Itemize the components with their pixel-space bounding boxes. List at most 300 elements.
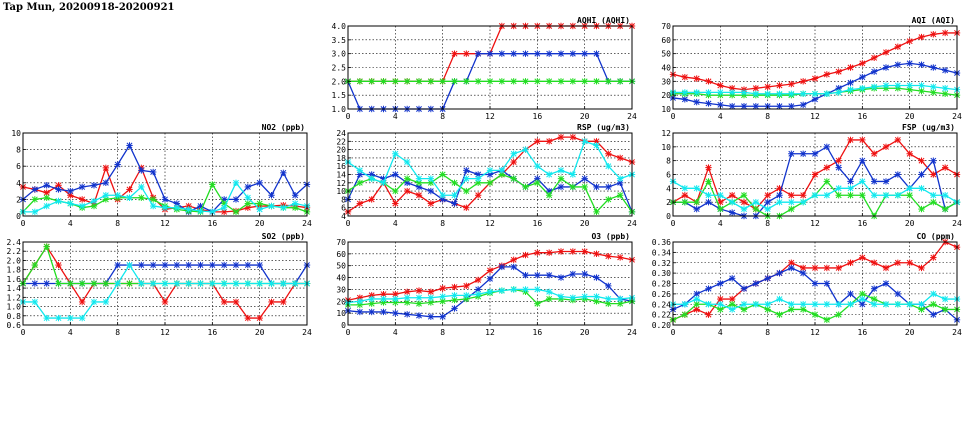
x-tick-label: 12 <box>485 328 495 337</box>
data-point-red <box>233 299 239 305</box>
data-point-green <box>404 78 410 84</box>
chart-aqi <box>661 16 962 121</box>
data-point-red <box>581 248 587 254</box>
y-tick-label: 0 <box>341 321 346 330</box>
data-point-cyan <box>150 280 156 286</box>
data-point-blue <box>930 64 936 70</box>
data-point-cyan <box>942 85 948 91</box>
data-point-green <box>439 171 445 177</box>
data-point-red <box>593 251 599 257</box>
y-tick-label: 60 <box>661 35 671 45</box>
data-point-cyan <box>788 301 794 307</box>
data-point-green <box>824 178 830 184</box>
data-point-green <box>475 78 481 84</box>
data-point-cyan <box>682 185 688 191</box>
y-tick-label: 1.0 <box>331 105 346 114</box>
y-tick-label: 2.0 <box>6 256 21 266</box>
y-tick-label: 2.0 <box>331 77 346 87</box>
chart-title: SO2 (ppb) <box>261 232 305 241</box>
y-tick-label: 6 <box>666 170 671 180</box>
data-point-blue <box>776 192 782 198</box>
data-point-cyan <box>245 195 251 201</box>
data-point-blue <box>570 271 576 277</box>
data-point-cyan <box>138 280 144 286</box>
data-point-blue <box>380 309 386 315</box>
data-point-green <box>717 206 723 212</box>
data-point-cyan <box>197 208 203 214</box>
data-point-red <box>895 260 901 266</box>
data-point-red <box>705 78 711 84</box>
data-point-blue <box>558 50 564 56</box>
data-point-blue <box>499 264 505 270</box>
data-point-cyan <box>918 82 924 88</box>
data-point-green <box>79 280 85 286</box>
data-point-red <box>741 199 747 205</box>
data-point-red <box>221 299 227 305</box>
data-point-red <box>776 82 782 88</box>
data-point-green <box>942 306 948 312</box>
data-point-green <box>930 199 936 205</box>
y-tick-label: 20 <box>336 297 346 307</box>
data-point-blue <box>357 309 363 315</box>
data-point-blue <box>835 164 841 170</box>
y-tick-label: 2.2 <box>6 247 21 257</box>
data-point-blue <box>451 200 457 206</box>
data-point-cyan <box>895 192 901 198</box>
data-point-cyan <box>428 295 434 301</box>
data-point-blue <box>546 50 552 56</box>
data-point-blue <box>522 272 528 278</box>
data-point-green <box>43 195 49 201</box>
data-point-cyan <box>475 175 481 181</box>
data-point-blue <box>392 171 398 177</box>
data-point-green <box>847 192 853 198</box>
data-point-red <box>918 34 924 40</box>
data-point-cyan <box>32 209 38 215</box>
data-point-cyan <box>581 138 587 144</box>
data-point-green <box>487 180 493 186</box>
data-point-cyan <box>463 175 469 181</box>
data-point-cyan <box>392 296 398 302</box>
data-point-blue <box>428 188 434 194</box>
data-point-cyan <box>404 159 410 165</box>
data-point-cyan <box>150 203 156 209</box>
x-tick-label: 12 <box>485 219 495 228</box>
y-tick-label: 3.0 <box>331 49 346 59</box>
data-point-blue <box>593 50 599 56</box>
x-tick-label: 20 <box>904 328 915 337</box>
data-point-green <box>682 199 688 205</box>
data-point-red <box>268 299 274 305</box>
data-point-cyan <box>55 315 61 321</box>
data-point-blue <box>292 192 298 198</box>
data-point-blue <box>428 314 434 320</box>
data-point-cyan <box>357 298 363 304</box>
data-point-red <box>682 74 688 80</box>
data-point-blue <box>895 62 901 68</box>
data-point-cyan <box>705 89 711 95</box>
data-point-cyan <box>693 185 699 191</box>
y-tick-label: 0.24 <box>651 300 671 310</box>
y-tick-label: 12 <box>661 129 671 138</box>
data-point-cyan <box>185 206 191 212</box>
y-tick-label: 0.6 <box>6 321 21 330</box>
data-point-red <box>693 75 699 81</box>
data-point-blue <box>114 161 120 167</box>
y-tick-label: 0.22 <box>651 310 671 320</box>
y-tick-label: 10 <box>336 309 346 319</box>
y-tick-label: 8 <box>666 156 671 166</box>
data-point-cyan <box>43 203 49 209</box>
data-point-cyan <box>918 301 924 307</box>
data-point-cyan <box>368 175 374 181</box>
y-tick-label: 10 <box>11 129 21 138</box>
data-point-red <box>871 55 877 61</box>
data-point-blue <box>847 178 853 184</box>
data-point-cyan <box>43 315 49 321</box>
data-point-blue <box>32 280 38 286</box>
data-point-green <box>558 78 564 84</box>
x-tick-label: 4 <box>392 219 398 228</box>
data-point-red <box>705 164 711 170</box>
x-tick-label: 24 <box>952 328 962 337</box>
y-tick-label: 4 <box>341 212 346 221</box>
data-point-cyan <box>91 198 97 204</box>
data-point-blue <box>824 280 830 286</box>
data-point-green <box>91 280 97 286</box>
data-point-cyan <box>268 203 274 209</box>
x-tick-label: 0 <box>345 219 351 228</box>
data-point-blue <box>883 178 889 184</box>
x-tick-label: 16 <box>857 328 868 337</box>
data-point-cyan <box>292 200 298 206</box>
data-point-red <box>824 164 830 170</box>
data-point-cyan <box>256 280 262 286</box>
data-point-red <box>918 265 924 271</box>
y-tick-label: 0.20 <box>651 321 671 330</box>
data-point-blue <box>233 196 239 202</box>
data-point-cyan <box>871 192 877 198</box>
data-point-cyan <box>776 91 782 97</box>
data-point-blue <box>487 50 493 56</box>
data-point-green <box>510 78 516 84</box>
data-point-cyan <box>895 301 901 307</box>
data-point-cyan <box>824 301 830 307</box>
data-point-red <box>800 78 806 84</box>
data-point-cyan <box>79 315 85 321</box>
y-tick-label: 12 <box>336 178 346 188</box>
data-point-red <box>605 253 611 259</box>
data-point-cyan <box>883 82 889 88</box>
data-point-cyan <box>558 167 564 173</box>
data-point-red <box>871 151 877 157</box>
data-point-green <box>357 180 363 186</box>
data-point-cyan <box>55 198 61 204</box>
data-point-green <box>570 78 576 84</box>
data-point-blue <box>693 99 699 105</box>
data-point-green <box>918 88 924 94</box>
x-tick-label: 4 <box>717 219 723 228</box>
data-point-cyan <box>487 167 493 173</box>
data-point-blue <box>593 274 599 280</box>
data-point-blue <box>812 280 818 286</box>
data-point-red <box>788 192 794 198</box>
data-point-blue <box>581 271 587 277</box>
data-point-blue <box>753 280 759 286</box>
data-point-blue <box>392 310 398 316</box>
data-point-red <box>812 171 818 177</box>
data-point-red <box>871 260 877 266</box>
data-point-cyan <box>280 205 286 211</box>
data-point-cyan <box>221 205 227 211</box>
data-point-red <box>570 134 576 140</box>
y-tick-label: 1.4 <box>6 284 21 294</box>
data-point-blue <box>126 142 132 148</box>
data-point-cyan <box>800 301 806 307</box>
data-point-cyan <box>357 167 363 173</box>
y-tick-label: 1.0 <box>6 302 21 312</box>
data-point-cyan <box>416 175 422 181</box>
y-tick-label: 0.28 <box>651 279 671 289</box>
data-point-red <box>812 75 818 81</box>
y-tick-label: 10 <box>661 142 671 152</box>
x-tick-label: 12 <box>810 112 820 121</box>
data-point-cyan <box>859 296 865 302</box>
data-point-red <box>428 200 434 206</box>
data-point-cyan <box>256 206 262 212</box>
y-tick-label: 22 <box>336 137 346 147</box>
data-point-green <box>534 180 540 186</box>
data-point-red <box>451 284 457 290</box>
data-point-cyan <box>268 280 274 286</box>
data-point-green <box>428 78 434 84</box>
data-point-blue <box>895 171 901 177</box>
data-point-green <box>942 91 948 97</box>
y-tick-label: 2.4 <box>6 238 21 247</box>
data-point-red <box>79 196 85 202</box>
data-point-red <box>463 50 469 56</box>
data-point-cyan <box>693 89 699 95</box>
data-point-green <box>812 311 818 317</box>
x-tick-label: 20 <box>904 112 915 121</box>
data-point-blue <box>705 285 711 291</box>
data-point-cyan <box>930 192 936 198</box>
data-point-green <box>682 311 688 317</box>
data-point-red <box>534 249 540 255</box>
x-tick-label: 20 <box>254 328 265 337</box>
data-point-cyan <box>558 293 564 299</box>
data-point-cyan <box>79 203 85 209</box>
data-point-blue <box>800 270 806 276</box>
data-point-red <box>942 164 948 170</box>
data-point-green <box>209 181 215 187</box>
data-point-red <box>256 315 262 321</box>
data-point-blue <box>185 262 191 268</box>
data-point-cyan <box>570 295 576 301</box>
data-point-cyan <box>605 163 611 169</box>
data-point-blue <box>510 50 516 56</box>
data-point-cyan <box>942 192 948 198</box>
data-point-cyan <box>451 192 457 198</box>
data-point-green <box>570 184 576 190</box>
data-point-green <box>245 200 251 206</box>
data-point-green <box>439 78 445 84</box>
data-point-red <box>162 299 168 305</box>
x-tick-label: 16 <box>207 219 218 228</box>
chart-no2 <box>11 123 312 228</box>
y-tick-label: 2 <box>16 195 21 205</box>
data-point-cyan <box>416 295 422 301</box>
data-point-blue <box>693 206 699 212</box>
x-tick-label: 0 <box>670 328 676 337</box>
data-point-cyan <box>439 192 445 198</box>
data-point-blue <box>256 262 262 268</box>
data-point-cyan <box>729 306 735 312</box>
data-point-red <box>717 82 723 88</box>
data-point-cyan <box>906 301 912 307</box>
y-tick-label: 0 <box>16 212 21 221</box>
data-point-blue <box>162 262 168 268</box>
y-tick-label: 1.6 <box>6 274 21 284</box>
data-point-red <box>522 252 528 258</box>
data-point-cyan <box>114 192 120 198</box>
data-point-red <box>930 254 936 260</box>
data-point-red <box>847 64 853 70</box>
x-tick-label: 4 <box>717 112 723 121</box>
data-point-blue <box>558 184 564 190</box>
y-tick-label: 24 <box>336 129 346 138</box>
data-point-blue <box>753 103 759 109</box>
data-point-green <box>534 78 540 84</box>
data-point-blue <box>930 311 936 317</box>
data-point-red <box>824 71 830 77</box>
x-tick-label: 20 <box>254 219 265 228</box>
x-tick-label: 0 <box>670 112 676 121</box>
data-point-cyan <box>510 151 516 157</box>
data-point-blue <box>138 167 144 173</box>
data-point-green <box>753 206 759 212</box>
data-point-red <box>79 299 85 305</box>
y-tick-label: 4.0 <box>331 22 346 31</box>
data-point-blue <box>245 184 251 190</box>
data-point-blue <box>570 50 576 56</box>
chart-title: AQHI (AQHI) <box>577 16 630 25</box>
data-point-green <box>404 175 410 181</box>
data-point-red <box>729 192 735 198</box>
y-tick-label: 14 <box>336 170 346 180</box>
data-point-green <box>581 184 587 190</box>
chart-title: O3 (ppb) <box>591 232 630 241</box>
data-point-blue <box>245 262 251 268</box>
data-point-cyan <box>221 280 227 286</box>
x-tick-label: 24 <box>952 112 962 121</box>
data-point-cyan <box>883 192 889 198</box>
data-point-blue <box>256 180 262 186</box>
x-tick-label: 12 <box>485 112 495 121</box>
data-point-blue <box>871 68 877 74</box>
data-point-blue <box>800 102 806 108</box>
data-point-cyan <box>835 185 841 191</box>
data-point-cyan <box>280 280 286 286</box>
y-tick-label: 20 <box>336 145 346 155</box>
data-point-green <box>357 78 363 84</box>
data-point-blue <box>741 285 747 291</box>
data-point-cyan <box>162 280 168 286</box>
chart-co <box>652 232 962 337</box>
x-tick-label: 0 <box>345 328 351 337</box>
data-point-blue <box>522 50 528 56</box>
data-point-cyan <box>463 292 469 298</box>
chart-title: AQI (AQI) <box>911 16 955 25</box>
data-point-cyan <box>245 280 251 286</box>
data-point-cyan <box>439 293 445 299</box>
data-point-green <box>126 280 132 286</box>
data-point-red <box>859 137 865 143</box>
data-point-cyan <box>776 199 782 205</box>
data-point-green <box>705 178 711 184</box>
data-point-cyan <box>847 185 853 191</box>
data-point-blue <box>871 285 877 291</box>
data-point-blue <box>280 170 286 176</box>
data-point-cyan <box>906 185 912 191</box>
data-point-green <box>546 296 552 302</box>
data-point-red <box>103 165 109 171</box>
x-tick-label: 12 <box>160 328 170 337</box>
data-point-blue <box>404 311 410 317</box>
y-tick-label: 0.30 <box>651 269 671 279</box>
data-point-green <box>256 200 262 206</box>
data-point-green <box>368 78 374 84</box>
data-point-cyan <box>812 91 818 97</box>
data-point-blue <box>138 262 144 268</box>
data-point-cyan <box>835 89 841 95</box>
data-point-blue <box>682 96 688 102</box>
data-point-cyan <box>233 180 239 186</box>
data-point-cyan <box>693 296 699 302</box>
data-point-cyan <box>918 185 924 191</box>
chart-aqhi <box>332 16 637 121</box>
data-point-cyan <box>776 296 782 302</box>
data-point-green <box>451 180 457 186</box>
data-point-blue <box>487 276 493 282</box>
data-point-green <box>392 78 398 84</box>
y-tick-label: 1.5 <box>331 91 346 101</box>
data-point-cyan <box>185 280 191 286</box>
data-point-cyan <box>824 192 830 198</box>
data-point-cyan <box>499 287 505 293</box>
data-point-cyan <box>895 82 901 88</box>
data-point-red <box>558 248 564 254</box>
data-point-red <box>55 262 61 268</box>
data-point-green <box>138 195 144 201</box>
x-tick-label: 0 <box>345 112 351 121</box>
data-point-green <box>581 78 587 84</box>
data-point-blue <box>788 103 794 109</box>
data-point-red <box>404 289 410 295</box>
data-point-blue <box>741 103 747 109</box>
data-point-green <box>546 192 552 198</box>
data-point-cyan <box>233 280 239 286</box>
data-point-cyan <box>717 89 723 95</box>
data-point-green <box>930 89 936 95</box>
data-point-blue <box>499 50 505 56</box>
data-point-cyan <box>593 293 599 299</box>
x-tick-label: 8 <box>115 328 121 337</box>
data-point-blue <box>800 151 806 157</box>
y-tick-label: 70 <box>661 22 671 31</box>
x-tick-label: 4 <box>67 219 73 228</box>
data-point-cyan <box>138 184 144 190</box>
